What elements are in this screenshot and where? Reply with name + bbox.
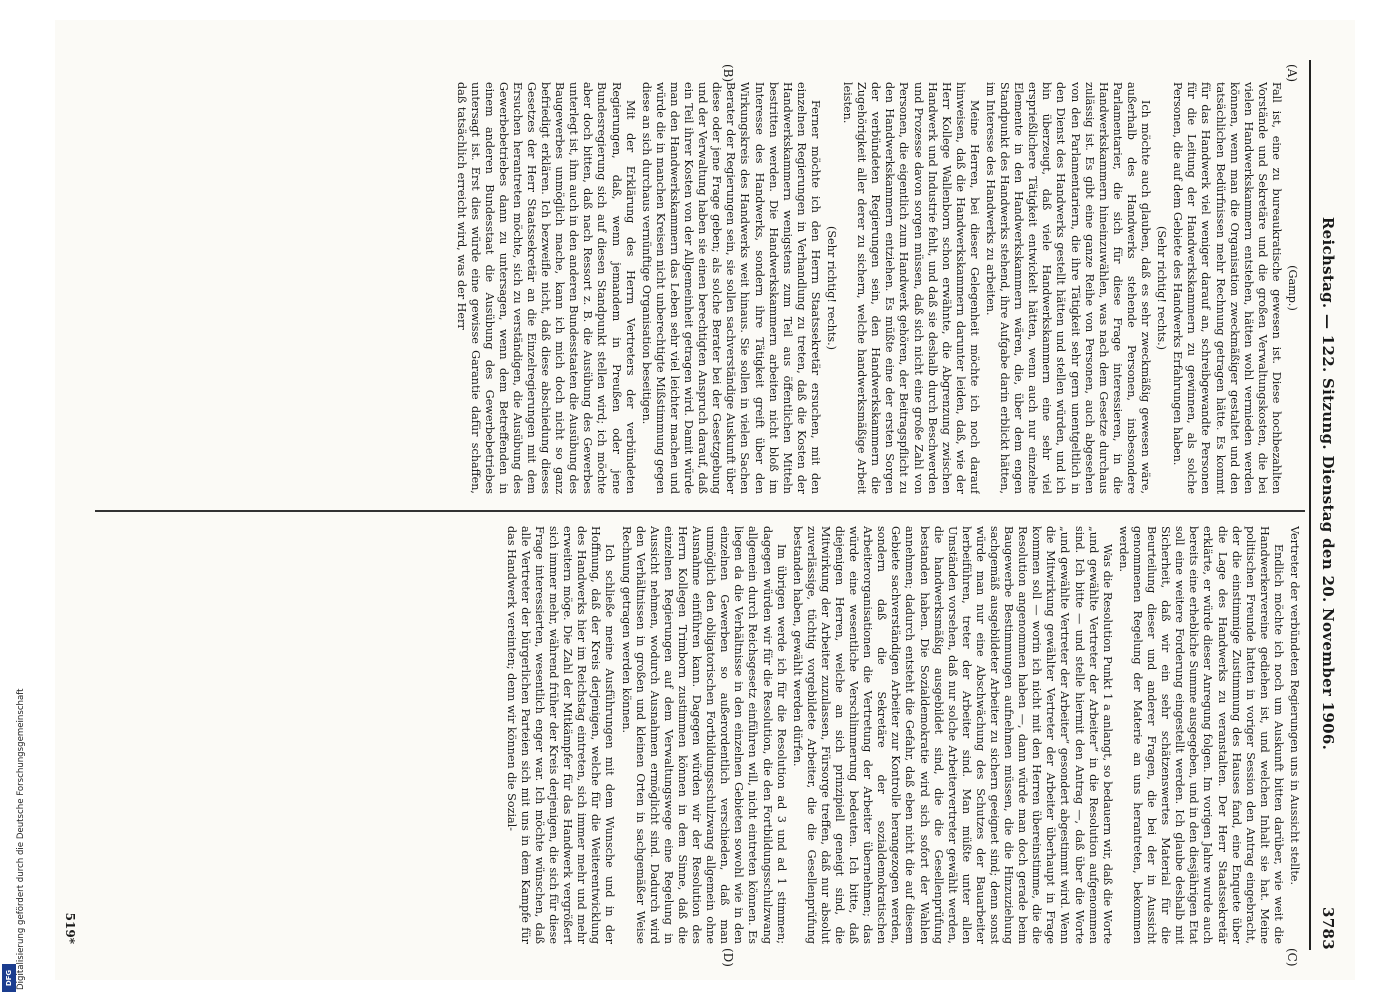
- page-number: 3783: [1319, 907, 1337, 950]
- paragraph: Ich schließe meine Ausführungen mit dem Wunsche und in der Hoffnung, daß der Kreis derjenigen, welche für die Weiterentwicklung des Handwerks hier im Reichstag eintreten, sich immer mehr und mehr erweitern möge. Die Zahl der Mitkämpfer für das Handwerk vergrößert sich immer mehr, während früher der Kreis derjenigen, die sich für diese Frage interessierten, wesentlich enger war. Ich möchte wünschen, daß alle Vertreter der bürgerlichen Parteien sich mit uns in dem Kampfe für das Handwerk vereinten; denn wir können die Sozial-: [504, 526, 617, 944]
- interjection: (Sehr richtig! rechts.): [825, 225, 838, 351]
- document-page: [55, 20, 1355, 980]
- logo-text: DFG: [5, 969, 13, 987]
- paragraph: Mit der Erklärung des Herrn Vertreters der verbündeten Regierungen, daß, wenn jemandem in Preußen oder jene Bundesregierung sich auf diesen Standpunkt stellen wird; ich möchte aber doch bitten, daß nach Ressort z. B. die Ausübung des Gewerbes unterlegt ist, ihm auch in den anderen Bundesstaaten die Ausübung des Baugewerbes unmöglich mache, kann ich mich doch nicht so ganz befriedigt erklären. Ich bezweifle nicht, daß diese abschiedung dieses Gesetzes der Herr Staatssekretär an die Einzelregierungen mit dem Ersuchen herantreten möchte, sich zu verständigen, die Ausübung des Gewerbebetriebes dann zu untersagen, wenn dem Betreffenden in einem anderen Bundesstaat die Ausübung des Gewerbebetriebes untersagt ist. Erst dies würde eine gewisse Garantie dafür schaffen, daß tatsächlich erreicht wird, was der Herr: [454, 82, 637, 494]
- attribution-text: Digitalisierung gefördert durch die Deutsche Forschungsgemeinschaft: [16, 688, 26, 990]
- paragraph: Im übrigen werde ich für die Resolution ad 3 und ad 1 stimmen; dagegen würden wir für die Resolution, die den Fortbildungsschulzwang allgemein durch Reichsgesetz einführen will, nicht eintreten können. Es liegen da die Verhältnisse in den einzelnen Gebieten sowohl wie in den einzelnen Gewerben so außerordentlich verschieden, daß man unmöglich den obligatorischen Fortbildungsschulzwang allgemein ohne Ausnahme einführen kann. Dagegen würden wir der Resolution des Herrn Kollegen Trimborn zustimmen können in dem Sinne, daß die einzelnen Regierungen auf dem Verwaltungswege eine Regelung in Aussicht nehmen, wodurch Ausnahmen ermöglicht sind. Dadurch wird den Verhältnissen in großen und kleinen Orten in sachgemäßer Weise Rechnung getragen werden können.: [619, 526, 788, 944]
- paragraph: Endlich möchte ich noch um Auskunft bitten darüber, wie weit die Handwerkervereine gediehen ist, und welchen Inhalt sie hat. Meine politischen Freunde hatten in voriger Session den Antrag eingebracht, der die einstimmige Zustimmung des Hauses fand, eine Enquete über die Lage des Handwerks zu veranstalten. Der Herr Staatssekretär erklärte, er würde dieser Anregung folgen. Im vorigen Jahre wurde auch bereits eine erhebliche Summe ausgegeben, und in den diesjährigen Etat soll eine weitere Forderung eingestellt werden. Ich glaube deshalb mit Sicherheit, daß wir ein sehr schätzenswertes Material für die Beurteilung dieser und anderer Fragen, die bei der in Aussicht genommenen Regelung der Materie an uns herantreten, bekommen werden.: [1116, 526, 1285, 944]
- right-column: [95, 526, 1301, 944]
- margin-mark-d: (D): [721, 948, 735, 967]
- interjection: (Sehr richtig! rechts.): [1155, 225, 1169, 351]
- margin-mark-b: (B): [721, 64, 735, 83]
- paragraph: Was die Resolution Punkt 1 a anlangt, so bedauern wir, daß die Worte „und gewählte Vertreter der Arbeiter“ in die Resolution aufgenommen sind. Ich bitte — und stelle hiermit den Antrag —, daß über die Worte „und gewählte Vertreter der Arbeiter“ gesondert abgestimmt wird. Wenn die Mitwirkung gewählter Vertreter der Arbeiter überhaupt in Frage kommen soll — worin ich nicht mit den Herren übereinstimme, die die Resolution angenommen haben —, dann würde man doch gerade beim Baugewerbe Bestimmungen aufnehmen müssen, die die Hinzuziehung sachgemäß ausgebildeter Arbeiter zu sichern geeignet sind; denn sonst würde man nur eine Abschwächung des Schutzes der Bauarbeiter herbeiführen, treter der Arbeiter sind. Man müßte unter allen Umständen vorsehen, daß nur solche Arbeitervertreter gewählt werden, die handwerksmäßig ausgebildet sind, die die Gesellenprüfung bestanden haben. Die Sozialdemokratie wird sich sofort der Wahlen annehmen; dadurch entsteht die Gefahr, daß eben nicht die auf diesem Gebiete sachverständigen Arbeiter zur Kontrolle herangezogen werden, sondern daß die Sekretäre der sozialdemokratischen Arbeiterorganisationen die Vertretung der Arbeiter übernehmen; das würde eine wesentliche Verschlimmerung bedeuten. Ich bitte, daß diejenigen Herren, welche an sich prinzipiell geneigt sind, die Mitwirkung der Arbeiter zuzulassen, Fürsorge treffen, daß nur absolut zuverlässige, tüchtig vorgebildete Arbeiter, die die Gesellenprüfung bestanden haben, gewählt werden dürfen.: [790, 526, 1114, 944]
- paragraph: Meine Herren, bei dieser Gelegenheit möchte ich noch darauf hinweisen, daß die Handwerkskammern darunter leiden, daß, wie der Herr Kollege Wallenborn schon erwähnte, die Abgrenzung zwischen Handwerk und Industrie fehlt, und daß sie deshalb durch Beschwerden und Prozesse davon sorgen müssen, daß sich nicht eine große Zahl von Personen, die eigentlich zum Handwerk gehören, der Beitragspflicht zu den Handwerkskammern entziehen. Es müßte eine der ersten Sorgen der verbündeten Regierungen sein, den Handwerkskammern die Zugehörigkeit aller derer zu sichern, welche handwerksmäßige Arbeit leisten.: [841, 82, 981, 494]
- paragraph: Ferner möchte ich den Herrn Staatssekretär ersuchen, mit den einzelnen Regierungen in Verhandlung zu treten, daß die Kosten der Handwerkskammern wenigstens zum Teil aus öffentlichen Mitteln bestritten werden. Die Handwerkskammern arbeiten nicht bloß im Interesse des Handwerks, sondern ihre Tätigkeit greift über den Wirkungskreis des Handwerks weit hinaus. Sie sollen in vielen Sachen Berater der Regierungen sein, sie sollen sachverständige Auskunft über diese oder jene Frage geben; als solche Berater bei der Gesetzgebung und der Verwaltung haben sie einen berechtigten Anspruch darauf, daß ein Teil ihrer Kosten von der Allgemeinheit getragen wird. Damit würde man den Handwerkskammern das Leben sehr viel leichter machen und würde die in manchen Kreisen nicht unberechtigte Mißstimmung gegen diese an sich durchaus vernünftige Organisation beseitigen.: [639, 82, 822, 494]
- header-rule: [1309, 60, 1311, 950]
- attribution-sidebar: [2, 0, 26, 1000]
- left-column: [95, 82, 1301, 494]
- signature-mark: 519*: [63, 912, 77, 944]
- column-divider: [95, 510, 1305, 512]
- speaker-tag: (Gamp.): [1286, 265, 1299, 311]
- paragraph: Ich möchte auch glauben, daß es sehr zweckmäßig gewesen wäre, außerhalb des Handwerks stehende Personen, insbesondere Parlamentarier, die sich für diese Frage interessieren, in die Handwerkskammern hineinzuwählen, was nach dem Gesetze durchaus zulässig ist. Es gibt eine ganze Reihe von Personen, auch abgesehen von den Parlamentariern, die ihre Tätigkeit sehr gern unentgeltlich in den Dienst des Handwerks gestellt hätten und stellen würden, und ich bin überzeugt, daß viele Handwerkskammern eine sehr viel ersprießlichere Tätigkeit entwickelt hätten, wenn auch nur einzelne Elemente in den Handwerkskammern wären, die, über dem engen Standpunkt des Handwerks stehend, ihre Aufgabe darin erblickt hätten, im Interesse des Handwerks zu arbeiten.: [984, 82, 1153, 494]
- dfg-logo-icon: [2, 964, 16, 992]
- paragraph: Fall ist, eine zu bureaukratische gewesen ist. Diese hochbezahlten Vorstände und Sekretäre und die großen Verwaltungskosten, die bei vielen Handwerkskammern entstehen, hätten wohl vermieden werden können, wenn man die Organisation zweckmäßiger gestaltet und den tatsächlichen Bedürfnissen mehr Rechnung getragen hätte. Es kommt für das Handwerk viel weniger darauf an, schreibgewandte Personen für die Leitung der Handwerkskammern zu gewinnen, als solche Personen, die auf dem Gebiete des Handwerks Erfahrungen haben.: [1171, 82, 1283, 494]
- running-title: Reichstag. — 122. Sitzung. Dienstag den 20. November 1906.: [1319, 216, 1337, 751]
- page-header: [1317, 60, 1339, 950]
- margin-mark-a: (A): [1285, 64, 1299, 83]
- margin-mark-c: (C): [1285, 948, 1299, 967]
- paragraph: Vertreter der verbündeten Regierungen uns in Aussicht stellte.: [1288, 526, 1301, 886]
